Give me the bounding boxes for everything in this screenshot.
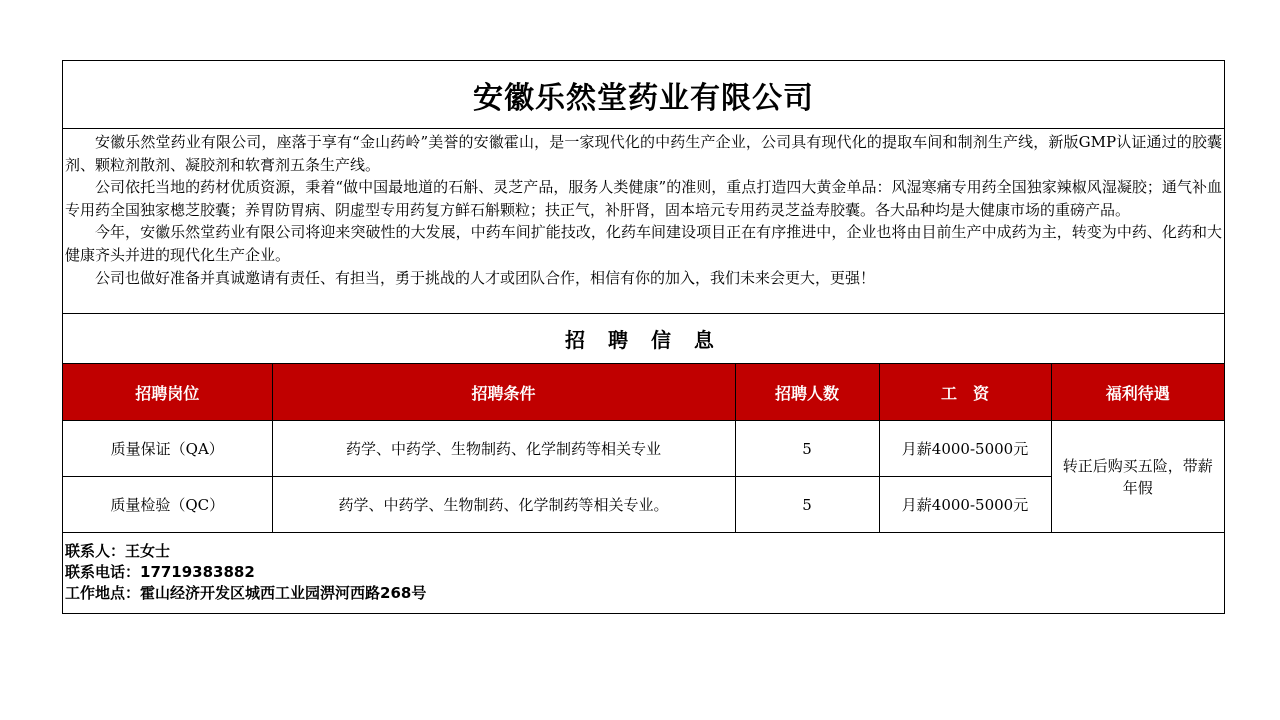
company-title-row (63, 61, 1224, 129)
company-title: 安徽乐然堂药业有限公司 (473, 80, 814, 116)
intro-paragraph: 公司依托当地的药材优质资源，秉着“做中国最地道的石斛、灵芝产品，服务人类健康”的准则，重点打造四大黄金单品：风湿寒痛专用药全国独家辣椒风湿凝胶；通气补血专用药全国独家樬芝胶囊；养胃防胃病、阴虚型专用药复方鲜石斛颗粒；扶正气，补肝肾，固本培元专用药灵芝益寿胶囊。各大品种均是大健康市场的重磅产品。 (65, 178, 1222, 219)
intro-paragraph: 公司也做好准备并真诚邀请有责任、有担当，勇于挑战的人才或团队合作，相信有你的加入，我们未来会更大，更强！ (95, 268, 876, 287)
recruit-title: 招 聘 信 息 (565, 328, 722, 352)
table-row (63, 421, 1224, 477)
intro-paragraph: 今年，安徽乐然堂药业有限公司将迎来突破性的大发展，中药车间扩能技改，化药车间建设项目正在有序推进中，企业也将由目前生产中成药为主，转变为中药、化药和大健康齐头并进的现代化生产企业。 (65, 223, 1222, 264)
header-benefit: 福利待遇 (1051, 364, 1224, 421)
cell-position: 质量保证（QA） (63, 421, 272, 477)
recruitment-sheet (62, 60, 1225, 614)
cell-salary: 月薪4000-5000元 (879, 477, 1051, 533)
cell-count: 5 (735, 421, 879, 477)
table-row (63, 477, 1224, 533)
cell-count: 5 (735, 477, 879, 533)
cell-requirement: 药学、中药学、生物制药、化学制药等相关专业 (272, 421, 735, 477)
contact-phone: 联系电话：17719383882 (65, 563, 255, 581)
recruit-title-row (63, 314, 1224, 364)
header-salary: 工 资 (879, 364, 1051, 421)
company-intro (63, 129, 1224, 314)
contact-person: 联系人：王女士 (65, 542, 171, 560)
contact-address: 工作地点：霍山经济开发区城西工业园淠河西路268号 (65, 584, 427, 602)
cell-position: 质量检验（QC） (63, 477, 272, 533)
header-position: 招聘岗位 (63, 364, 272, 421)
contact-block (63, 533, 1224, 613)
cell-requirement: 药学、中药学、生物制药、化学制药等相关专业。 (272, 477, 735, 533)
table-header-row (63, 364, 1224, 421)
intro-paragraph: 安徽乐然堂药业有限公司，座落于享有“金山药岭”美誉的安徽霍山，是一家现代化的中药生产企业，公司具有现代化的提取车间和制剂生产线，新版GMP认证通过的胶囊剂、颗粒剂散剂、凝胶剂和软膏剂五条生产线。 (65, 133, 1222, 174)
jobs-table (63, 364, 1224, 533)
cell-benefit: 转正后购买五险，带薪年假 (1051, 421, 1224, 533)
cell-salary: 月薪4000-5000元 (879, 421, 1051, 477)
header-requirement: 招聘条件 (272, 364, 735, 421)
header-count: 招聘人数 (735, 364, 879, 421)
